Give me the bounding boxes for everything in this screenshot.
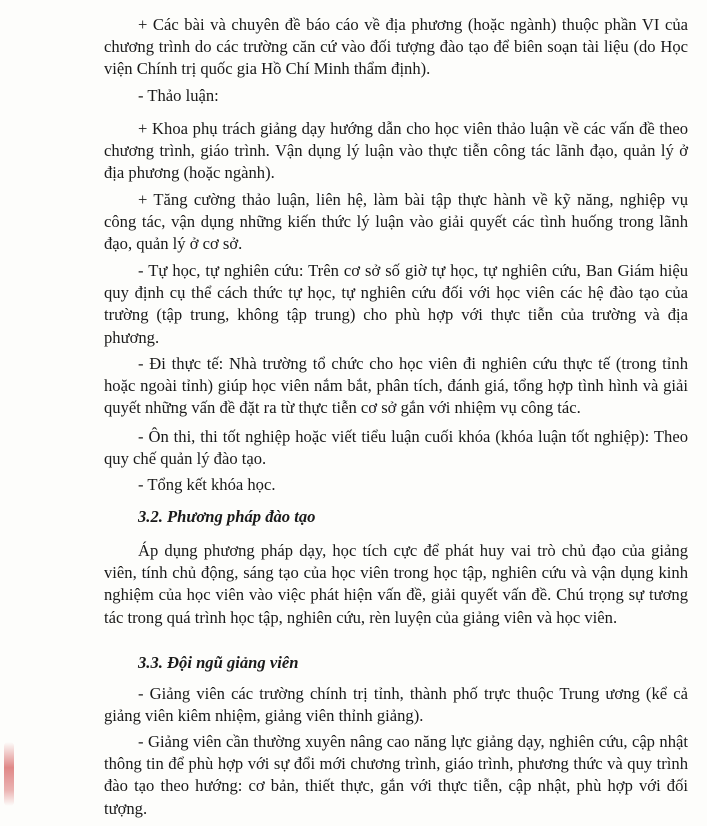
paragraph-lecturers-source: - Giảng viên các trường chính trị tỉnh, thành phố trực thuộc Trung ương (kể cả giảng viên kiêm nhiệm, giảng viên thỉnh giảng). xyxy=(104,684,688,726)
paragraph-self-study: - Tự học, tự nghiên cứu: Trên cơ sở số giờ tự học, tự nghiên cứu, Ban Giám hiệu quy định cụ thể cách thức tự học, tự nghiên cứu đối với học viên các hệ đào tạo của trường (tập trung, không tập trung) cho phù hợp với thực tiễn của trường và địa phương. xyxy=(104,261,688,347)
heading-training-methods: 3.2. Phương pháp đào tạo xyxy=(138,507,316,526)
paragraph-field-trip: - Đi thực tế: Nhà trường tổ chức cho học viên đi nghiên cứu thực tế (trong tỉnh hoặc ngoài tỉnh) giúp học viên nắm bắt, phân tích, đánh giá, tổng hợp tình hình và giải quyết những vấn đề đặt ra từ thực tiễn cơ sở gắn với nhiệm vụ công tác. xyxy=(104,354,688,418)
heading-lecturers: 3.3. Đội ngũ giảng viên xyxy=(138,653,299,672)
paragraph-practice: + Tăng cường thảo luận, liên hệ, làm bài tập thực hành về kỹ năng, nghiệp vụ công tác, vận dụng những kiến thức lý luận vào giải quyết các tình huống trong lãnh đạo, quản lý ở cơ sở. xyxy=(104,190,688,254)
paragraph-summary: - Tổng kết khóa học. xyxy=(138,475,276,494)
paragraph-discussion-guidance: + Khoa phụ trách giảng dạy hướng dẫn cho học viên thảo luận về các vấn đề theo chương trình, giáo trình. Vận dụng lý luận vào thực tiễn công tác lãnh đạo, quản lý ở địa phương (hoặc ngành). xyxy=(104,119,688,183)
paragraph-lecturers-improve: - Giảng viên cần thường xuyên nâng cao năng lực giảng dạy, nghiên cứu, cập nhật thông tin để phù hợp với sự đổi mới chương trình, giáo trình, phương thức và quy trình đào tạo theo hướng: cơ bản, thiết thực, gắn với thực tiễn, cập nhật, phù hợp với đối tượng. xyxy=(104,732,688,818)
paragraph-discussion: - Thảo luận: xyxy=(138,86,219,105)
paragraph-local-topics: + Các bài và chuyên đề báo cáo về địa phương (hoặc ngành) thuộc phần VI của chương trình do các trường căn cứ vào đối tượng đào tạo để biên soạn tài liệu (do Học viện Chính trị quốc gia Hồ Chí Minh thẩm định). xyxy=(104,15,688,79)
paragraph-methods: Áp dụng phương pháp dạy, học tích cực để phát huy vai trò chủ đạo của giảng viên, tính chủ động, sáng tạo của học viên trong học tập, nghiên cứu và vận dụng kinh nghiệm của học viên vào việc phát hiện vấn đề, giải quyết vấn đề. Chú trọng sự tương tác trong quá trình học tập, nghiên cứu, rèn luyện của giảng viên và học viên. xyxy=(104,541,688,627)
red-ink-mark xyxy=(4,742,14,806)
paragraph-exam: - Ôn thi, thi tốt nghiệp hoặc viết tiểu luận cuối khóa (khóa luận tốt nghiệp): Theo quy chế quản lý đào tạo. xyxy=(104,427,688,469)
